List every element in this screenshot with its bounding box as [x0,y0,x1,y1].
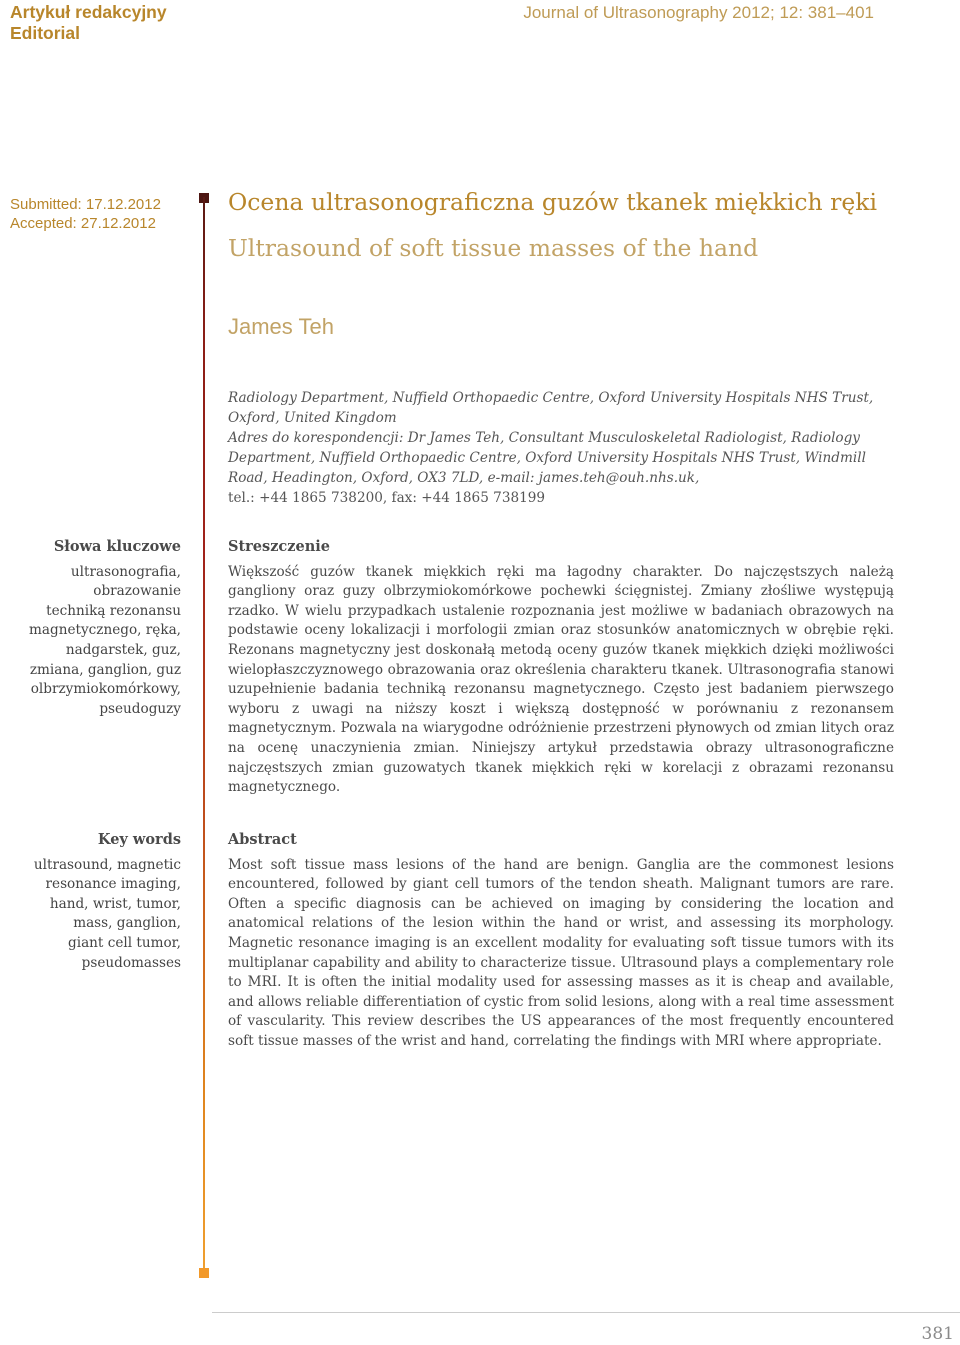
accepted-line [10,214,161,233]
submitted-line [10,195,161,214]
section-type [10,2,167,44]
title-english: Ultrasound of soft tissue masses of the hand [228,234,759,262]
submitted-label: Submitted: [10,196,82,213]
keywords-english [8,830,181,973]
accepted-date: 27.12.2012 [80,215,156,232]
affiliation-block [228,388,908,508]
journal-citation: Journal of Ultrasonography 2012; 12: 381–401 [523,3,874,22]
abstract-polish [228,537,894,798]
abstract-polish-text: Większość guzów tkanek miękkich ręki ma łagodny charakter. Do najczęstszych należą gangliony oraz guzy olbrzymiokomórkowe pochewki ścięgnistej. Zmiany złośliwe występują rzadko. W wielu przypadkach ustalenie rozpoznania jest możliwe w badaniach obrazowych na podstawie oceny lokalizacji i morfologii zmian oraz stosunków anatomicznych w obrębie ręki. Rezonans magnetyczny jest doskonałą metodą oceny guzów tkanek miękkich dzięki możliwości wielopłaszczyznowego obrazowania oraz określenia charakteru tkanek. Ultrasonografia stanowi uzupełnienie badania techniką rezonansu magnetycznego. Często jest badaniem pierwszego wyboru z uwagi na niższy koszt i większą dostępność w porównaniu z rezonansem magnetycznym. Pozwala na wiarygodne odróżnienie przestrzeni płynowych od zmian litych oraz na ocenę unaczynienia zmian. Niniejszy artykuł przedstawia obrazy ultrasonograficzne najczęstszych zmian guzowatych tkanek miękkich ręki w korelacji z obrazami rezonansu magnetycznego. [228,563,894,796]
timeline-line-top [203,197,205,552]
keywords-english-list: ultrasound, magnetic resonance imaging, hand, wrist, tumor, mass, ganglion, giant cell tumor, pseudomasses [33,856,181,971]
keywords-polish-list: ultrasonografia, obrazowanie techniką rezonansu magnetycznego, ręka, nadgarstek, guz, zmiana, ganglion, guz olbrzymiokomórkowy, pseudoguzy [29,563,181,717]
keywords-polish [8,537,181,719]
abstract-english-text: Most soft tissue mass lesions of the hand are benign. Ganglia are the commonest lesions encountered, followed by giant cell tumors of the tendon sheath. Malignant tumors are rare. Often a specific diagnosis can be achieved on imaging by considering the location and anatomical relations of the lesion within the hand or wrist, and assessing its morphology. Magnetic resonance imaging is an excellent modality for evaluating soft tissue tumors with its multiplanar capability and ability to characterize tissue. Ultrasound plays a complementary role to MRI. It is often the initial modality used for assessing masses as it is cheap and available, and allows reliable differentiation of cystic from solid lesions, along with a real time assessment of vascularity. This review describes the US appearances of the most frequently encountered soft tissue masses of the wrist and hand, correlating the findings with MRI where appropriate. [228,856,894,1049]
correspondence-address: Adres do korespondencji: Dr James Teh, Consultant Musculoskeletal Radiologist, Radiology Department, Nuffield Orthopaedic Centre, Oxford University Hospitals NHS Trust, Windmill Road, Headington, Oxford, OX3 7LD, e-mail: james.teh@ouh.nhs.uk, [228,430,866,486]
accepted-label: Accepted: [10,215,77,232]
contact-phone-fax: tel.: +44 1865 738200, fax: +44 1865 738199 [228,490,546,506]
keywords-polish-heading: Słowa kluczowe [53,538,181,555]
footer-divider [212,1312,960,1313]
author-name: James Teh [228,314,334,339]
title-polish: Ocena ultrasonograficzna guzów tkanek miękkich ręki [228,188,878,216]
affiliation: Radiology Department, Nuffield Orthopaedic Centre, Oxford University Hospitals NHS Trust, Oxford, United Kingdom [228,390,874,426]
article-dates [10,195,161,233]
page-number: 381 [921,1324,954,1344]
section-type-en: Editorial [10,23,81,43]
abstract-polish-heading: Streszczenie [228,538,330,555]
submitted-date: 17.12.2012 [85,196,161,213]
abstract-english [228,830,894,1052]
section-type-pl: Artykuł redakcyjny [10,2,167,22]
abstract-english-heading: Abstract [228,831,297,848]
timeline-bottom-marker [199,1268,209,1278]
keywords-english-heading: Key words [97,831,181,848]
timeline-line-bottom [203,827,205,1275]
timeline-line-middle [203,552,205,827]
